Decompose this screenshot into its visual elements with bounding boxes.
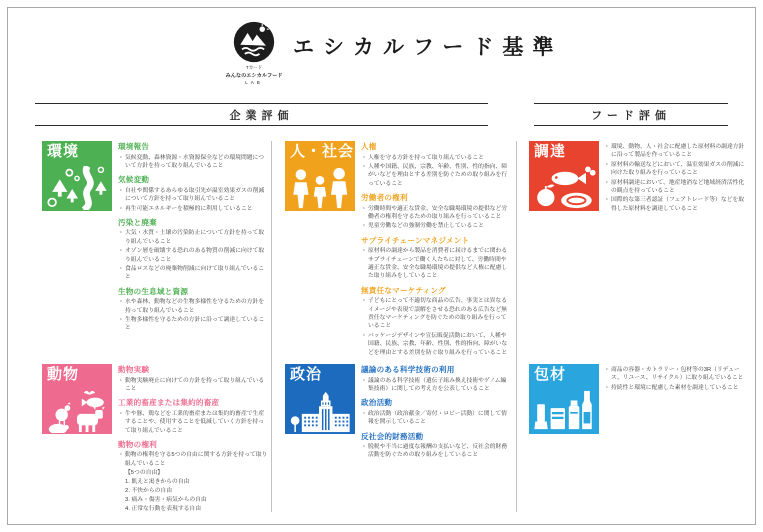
criteria-bullet: ・ 動物の権利を守る5つの自由に関する方針を持って取り組んでいること (118, 451, 268, 468)
people-society-category-box (285, 141, 355, 211)
topic-heading: 環境報告 (118, 142, 150, 151)
criteria-sub-item: 【5つの自由】 (125, 470, 164, 477)
logo-text-line1: Tカード (245, 65, 263, 70)
criteria-bullet: ・ 水や森林、動物などの生物多様性を守るための方針を持って取り組んでいること (118, 298, 268, 315)
packaging-containers-icon (531, 389, 597, 433)
criteria-bullet: ・ 牛や豚、鶏などを工業的畜産または集約的畜産で生産することや、使用することを低減していく方針を持って取り組んでいること (118, 410, 268, 435)
column-divider (516, 141, 517, 512)
criteria-bullet: ・ 気候変動、森林資源・水資源保全などの環境問題について方針を持って取り組んでいること (118, 154, 268, 171)
criteria-sub-item: 3. 痛み・傷害・病気からの自由 (125, 496, 207, 503)
animals-category-box (42, 364, 112, 434)
environment-category-label: 環境 (47, 143, 80, 160)
topic-heading: 汚染と廃棄 (118, 217, 157, 227)
packaging-category-box (529, 364, 599, 434)
logo-text-line3: LAB (245, 80, 263, 85)
criteria-bullet: ・ 商品の容器・カトラリー・包材等の3R（リデュース、リユース、リサイクル）に取り組んでいること (604, 366, 747, 383)
criteria-bullet: ・ 国際的な第三者認証（フェアトレード等）などを取得した原材料を調達していること (604, 196, 747, 213)
criteria-bullet: ・ 人権を守る方針を持って取り組んでいること (361, 154, 511, 162)
criteria-sub-item: 4. 正常な行動を表現する自由 (125, 505, 202, 512)
brand-logo (221, 20, 287, 85)
criteria-bullet: ・ 議論のある科学技術（遺伝子組み換え技術やゲノム編集技術）に関しての考え方を公表していること (361, 377, 511, 394)
criteria-bullet: ・ 政治活動（政治献金／寄付・ロビー活動）に関して情報を開示していること (361, 410, 511, 427)
criteria-bullet: ・ 大気・水質・土壌の汚染防止について方針を持って取り組んでいること (118, 229, 268, 246)
topic-heading: 労働者の権利 (361, 193, 408, 203)
topic-heading: 議論のある科学技術の利用 (361, 365, 455, 374)
sourcing-criteria-list (604, 143, 747, 361)
people-icon (287, 166, 353, 210)
page-title: エシカルフード基準 (293, 36, 563, 59)
trees-river-icon (44, 166, 110, 210)
animals-criteria-list (118, 364, 268, 512)
criteria-bullet: ・ 原材料の調達から製品を消費者に届けるまでに関わるサプライチェーンで働く人たちに対して、労働時間や適正な賃金、安全な職場環境の提供など人権に配慮した取り組みをしていること (361, 247, 511, 281)
packaging-criteria-list (604, 366, 747, 512)
criteria-bullet: ・ 動物実験廃止に向けての方針を持って取り組んでいること (118, 377, 268, 394)
criteria-bullet: ・ 原材料の輸送などにおいて、温室効果ガスの削減に向けた取り組みを行っていること (604, 161, 747, 178)
criteria-sub-item: 1. 飢えと渇きからの自由 (125, 479, 190, 486)
topic-heading (361, 361, 511, 362)
criteria-bullet: ・ オゾン層を破壊する恐れのある物質の削減に向けて取り組んでいること (118, 247, 268, 264)
topic-heading: 反社会的財務活動 (361, 431, 424, 441)
people-society-criteria-list (361, 141, 511, 362)
environment-criteria-list (118, 141, 268, 361)
nature-emblem-icon (232, 20, 276, 64)
sourcing-category-box (529, 141, 599, 211)
criteria-bullet: ・ 脱税や不当に過度な報酬の支払いなど、反社会的財務活動を防ぐための取り組みをしていること (361, 443, 511, 460)
sourcing-category-label: 調達 (534, 143, 567, 160)
topic-heading: 人権 (361, 142, 377, 151)
food-evaluation-label: フード評価 (591, 109, 671, 122)
criteria-bullet: ・ 子どもにとって不適切な商品の広告、事実とは異なるイメージや表現で誤解をさせる恐れのある広告など無責任なマーケティングを防ぐための取り組みを行っていること (361, 297, 511, 331)
farm-animals-icon (44, 389, 110, 433)
politics-category-box (285, 364, 355, 434)
topic-heading: 動物の権利 (118, 439, 157, 449)
criteria-bullet: ・ 持続性と環境に配慮した素材を調達していること (604, 384, 747, 392)
column-divider (271, 141, 272, 512)
criteria-bullet: ・ 児童労働などの強制労働を禁止していること (361, 222, 511, 230)
food-evaluation-header (534, 103, 728, 126)
criteria-bullet: ・ 生物多様性を守るための方針に沿って調達していること (118, 316, 268, 333)
company-evaluation-label: 企業評価 (229, 109, 294, 122)
criteria-bullet: ・ 環境、動物、人・社会に配慮した原材料の調達方針に沿って製品を作っていること (604, 143, 747, 160)
logo-text-line2: みんなのエシカルフード (225, 73, 283, 79)
criteria-bullet: ・ 労働時間や適正な賃金、安全な職場環境の提供など労働者の権利を守るための取り組みを行っていること (361, 205, 511, 222)
politics-criteria-list (361, 364, 511, 512)
politics-category-label: 政治 (290, 366, 323, 383)
packaging-category-label: 包材 (534, 366, 567, 383)
animals-category-label: 動物 (47, 366, 80, 383)
company-evaluation-header (35, 103, 488, 126)
criteria-bullet: ・ 食品ロスなどの廃棄物削減に向けて取り組んでいること (118, 265, 268, 282)
criteria-bullet: ・ 人種や国籍、民族、宗教、年齢、性別、性的指向、障がいなどを理由とする差別を防ぐための取り組みを行っていること (361, 163, 511, 188)
criteria-bullet: ・ 原材料調達において、地産地消など地域経済活性化の観点を持っていること (604, 179, 747, 196)
criteria-sub-item: 2. 不快からの自由 (125, 488, 173, 495)
criteria-bullet: ・ 自社や関係するあらゆる取引先が温室効果ガスの削減について方針を持って取り組んでいること (118, 187, 268, 204)
criteria-bullet: ・ パッケージデザインや宣伝販促活動において、人種や国籍、民族、宗教、年齢、性別、性的指向、障がいなどを理由とする差別を防ぐ取り組みを行っていること (361, 332, 511, 357)
topic-heading: 工業的畜産または集約的畜産 (118, 398, 220, 408)
parliament-icon (287, 389, 353, 433)
topic-heading: サプライチェーンマネジメント (361, 235, 470, 245)
topic-heading: 生物の生息域と資源 (118, 286, 189, 296)
topic-heading: 動物実験 (118, 365, 150, 374)
topic-heading: 気候変動 (118, 175, 150, 185)
people-society-category-label: 人・社会 (290, 143, 355, 160)
criteria-bullet: ・ 再生可能エネルギーを積極的に利用していること (118, 205, 268, 213)
topic-heading: 政治活動 (361, 398, 393, 408)
environment-category-box (42, 141, 112, 211)
topic-heading: 無責任なマーケティング (361, 285, 446, 295)
food-ingredients-icon (531, 166, 597, 210)
